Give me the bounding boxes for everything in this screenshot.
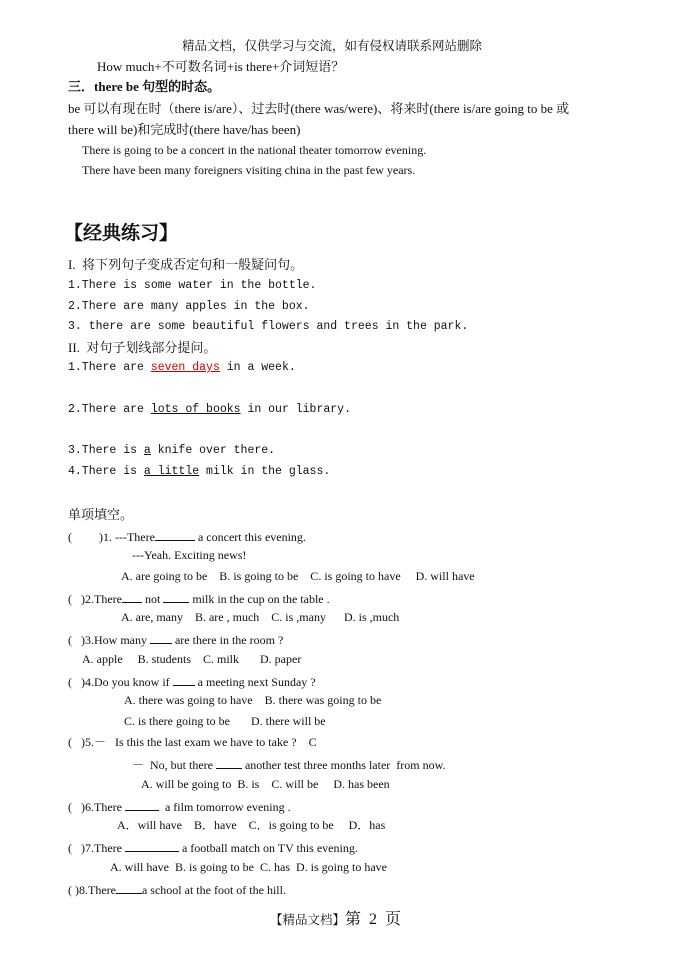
desc-line-2: there will be)和完成时(there have/has been) [68,122,301,137]
answer-blank [125,799,159,811]
q-text: ( )7.There [68,841,125,855]
choice-question-4 [68,674,316,688]
answer-blank [116,882,142,894]
underlined-part: a little [143,465,200,478]
q-text-post: in our library. [240,403,351,416]
underlined-part: seven days [150,361,220,374]
q-text: not [141,592,164,606]
part1-item-3: 3. there are some beautiful flowers and trees in the park. [68,320,469,333]
q-text-post: knife over there. [150,444,276,457]
q-text-pre: 4.There is [68,465,144,478]
choice-q3-options: A. apple B. students C. milk D. paper [82,652,302,666]
answer-blank [173,674,195,686]
q-text: ( )4.Do you know if [68,675,173,689]
q-text: ( )3.How many [68,633,150,647]
desc-line-1: be 可以有现在时（there is/are）、过去时(there was/were)、将来时(there is/are going to be 或 [68,101,570,116]
q-text: a concert this evening. [194,530,306,544]
footer-tag: 【精品文档】 [270,913,346,927]
choice-q4-options-1: A. there was going to have B. there was going to be [124,693,382,707]
choice-question-2 [68,591,330,605]
q-text: a football match on TV this evening. [178,841,358,855]
part2-question-2 [68,404,351,416]
q-text-post: milk in the glass. [199,465,331,478]
q-text-post: in a week. [219,361,296,374]
part1-item-1: 1.There is some water in the bottle. [68,279,317,292]
example-sentence-1: There is going to be a concert in the national theater tomorrow evening. [82,143,427,157]
choice-question-7 [68,840,358,854]
choice-question-8 [68,882,286,896]
choice-q1-reply: ---Yeah. Exciting news! [132,548,247,562]
part2-heading: II. 对句子划线部分提问。 [68,340,217,355]
choice-question-5: ( )5.－ Is this the last exam we have to take ? C [68,735,317,749]
q-text: ( )2.There [68,592,122,606]
choice-q6-options: A．will have B．have C．is going to be D．has [117,818,386,832]
page-footer [270,912,401,928]
part2-question-3 [68,445,275,457]
q-text: a school at the foot of the hill. [141,883,286,897]
choice-heading: 单项填空。 [68,507,134,522]
answer-blank [122,591,142,603]
example-sentence-2: There have been many foreigners visiting china in the past few years. [82,163,416,177]
q-text: are there in the room ? [171,633,284,647]
section3-number: 三． [68,79,95,94]
q-text: ( )1. ---There [68,530,155,544]
q-text-pre: 2.There are [68,403,151,416]
answer-blank [163,591,189,603]
answer-blank [150,632,172,644]
section3-title [68,80,220,93]
formula-line: How much+不可数名词+is there+介词短语？ [97,59,345,74]
answer-blank [216,757,242,769]
q-text: ( )8.There [68,883,116,897]
choice-q2-options: A. are, many B. are , much C. is ,many D. is ,much [121,610,400,624]
part2-question-1 [68,362,296,374]
choice-question-6 [68,799,291,813]
header-notice: 精品文档，仅供学习与交流，如有侵权请联系网站删除 [182,39,483,53]
choice-q5-reply [132,757,445,771]
section3-title-en: there be [94,79,139,94]
section3-title-cn: 句型的时态。 [142,79,221,94]
q-text: － No, but there [132,758,216,772]
answer-blank [155,529,195,541]
q-text: milk in the cup on the table . [189,592,330,606]
q-text: a meeting next Sunday ? [194,675,316,689]
part2-question-4 [68,466,330,478]
choice-question-3 [68,632,283,646]
answer-blank [125,840,179,852]
part1-heading: I. 将下列句子变成否定句和一般疑问句。 [68,257,304,272]
practice-title: 【经典练习】 [64,222,179,244]
q-text-pre: 3.There is [68,444,144,457]
choice-q5-options: A. will be going to B. is C. will be D. has been [141,777,390,791]
q-text: another test three months later from now. [241,758,446,772]
part1-item-2: 2.There are many apples in the box. [68,300,310,313]
q-text: ( )6.There [68,800,125,814]
page-number: 第 2 页 [345,911,402,928]
q-text-pre: 1.There are [68,361,151,374]
choice-question-1 [68,529,306,543]
q-text: a film tomorrow evening . [158,800,291,814]
choice-q1-options: A. are going to be B. is going to be C. is going to have D. will have [121,569,475,583]
choice-q4-options-2: C. is there going to be D. there will be [124,714,326,728]
underlined-part: a [143,444,151,457]
underlined-part: lots of books [150,403,241,416]
choice-q7-options: A. will have B. is going to be C. has D. is going to have [110,860,387,874]
